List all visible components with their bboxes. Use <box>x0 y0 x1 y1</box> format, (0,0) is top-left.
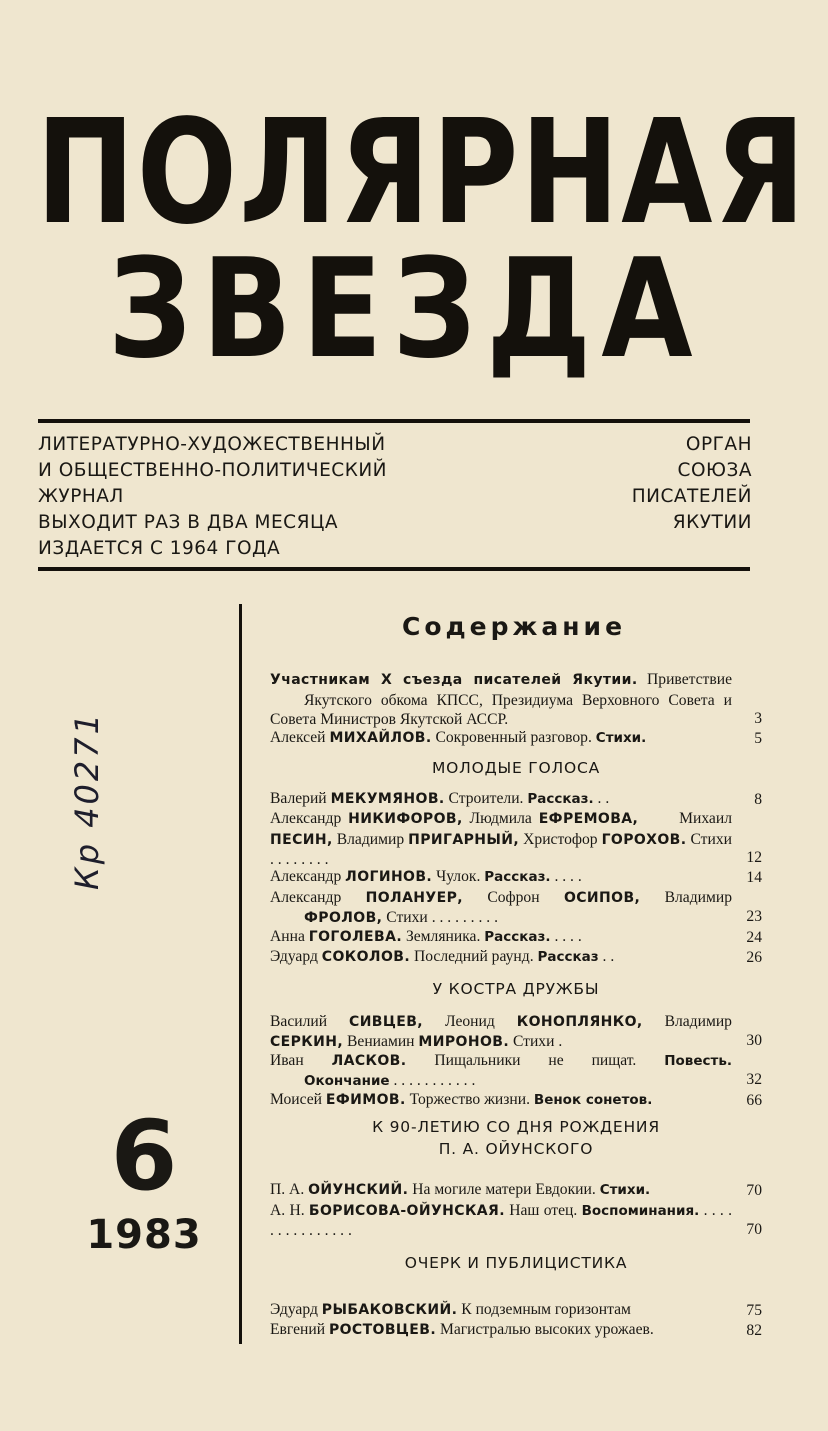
toc-page-number: 82 <box>746 1322 762 1339</box>
magazine-title-line2: ЗВЕЗДА <box>108 228 703 389</box>
section-heading: К 90-ЛЕТИЮ СО ДНЯ РОЖДЕНИЯ <box>372 1118 660 1136</box>
top-divider <box>38 419 750 423</box>
author-last-name: МИРОНОВ. <box>418 1034 510 1050</box>
magazine-title-line1: ПОЛЯРНАЯ <box>36 87 808 257</box>
leader-dots: . . <box>597 789 610 807</box>
author-first-name: Анна <box>270 927 305 945</box>
toc-title: К подземным горизонтам <box>461 1300 631 1318</box>
author-first-name: Моисей <box>270 1090 322 1108</box>
toc-genre: Венок сонетов. <box>533 1091 653 1108</box>
publisher-line: ОРГАН <box>685 434 752 455</box>
toc-entry <box>270 809 762 867</box>
author-last-name: ОЙУНСКИЙ. <box>308 1182 409 1198</box>
author-last-name: ЕФРЕМОВА, <box>538 811 639 827</box>
author-first-name: Василий <box>270 1012 328 1030</box>
toc-entry <box>270 670 762 728</box>
toc-page-number: 66 <box>746 1091 762 1109</box>
author-last-name: КОНОПЛЯНКО, <box>516 1013 643 1030</box>
author-first-name: Александр <box>270 810 342 827</box>
author-last-name: ПОЛАНУЕР, <box>365 889 463 906</box>
author-last-name: СОКОЛОВ. <box>321 949 411 965</box>
journal-description <box>38 432 387 562</box>
toc-entry <box>270 1180 762 1201</box>
toc-page-number: 70 <box>746 1221 762 1238</box>
publisher-description <box>632 432 752 536</box>
section-heading: У КОСТРА ДРУЖБЫ <box>432 979 600 998</box>
author-last-name: ПЕСИН, <box>270 831 333 848</box>
toc-entry <box>270 1090 762 1111</box>
author-first-name: Владимир <box>664 1012 732 1030</box>
toc-title: Торжество жизни. <box>409 1090 530 1108</box>
toc-entry <box>270 947 762 968</box>
author-last-name: МЕКУМЯНОВ. <box>330 790 445 807</box>
author-last-name: ЛОГИНОВ. <box>345 869 433 885</box>
issue-year: 1983 <box>86 1212 202 1258</box>
toc-entry <box>270 888 762 927</box>
description-line: ЖУРНАЛ <box>38 486 124 507</box>
author-first-name: Александр <box>270 888 342 906</box>
leader-dots: . . . . . . . . . <box>431 909 498 926</box>
author-last-name: ГОРОХОВ. <box>601 831 687 848</box>
toc-page-number: 8 <box>754 790 762 808</box>
author-last-name: РОСТОВЦЕВ. <box>328 1322 437 1338</box>
toc-title: Стихи <box>386 909 428 926</box>
toc-genre: Стихи. <box>595 730 647 746</box>
toc-page-number: 32 <box>746 1071 762 1088</box>
publisher-line: ПИСАТЕЛЕЙ <box>631 486 752 507</box>
toc-entry <box>270 867 762 888</box>
toc-page-number: 26 <box>746 949 762 966</box>
description-line: ВЫХОДИТ РАЗ В ДВА МЕСЯЦА <box>38 512 338 533</box>
contents-heading: Содержание <box>401 612 627 641</box>
leader-dots: . . . . <box>554 927 582 945</box>
toc-title: Приветствие <box>647 671 732 688</box>
leader-dots: . . . . . . . . . . . . . . . <box>270 1201 733 1239</box>
bottom-divider <box>38 567 750 571</box>
section-heading: П. А. ОЙУНСКОГО <box>438 1140 594 1158</box>
author-first-name: Софрон <box>487 888 540 906</box>
description-line: ЛИТЕРАТУРНО-ХУДОЖЕСТВЕННЫЙ <box>38 434 386 455</box>
author-last-name: ФРОЛОВ, <box>304 910 383 926</box>
toc-genre: Рассказ. <box>484 928 551 945</box>
author-first-name: Михаил <box>679 810 732 827</box>
publisher-line: СОЮЗА <box>677 460 752 481</box>
author-first-name: Людмила <box>469 810 532 827</box>
toc-entry <box>270 1201 762 1240</box>
description-line: ИЗДАЕТСЯ С 1964 ГОДА <box>38 538 281 559</box>
author-last-name: БОРИСОВА-ОЙУНСКАЯ. <box>308 1202 505 1219</box>
leader-dots: . . <box>602 948 615 965</box>
toc-page-number: 75 <box>746 1301 762 1319</box>
author-last-name: ГОГОЛЕВА. <box>308 928 403 945</box>
toc-title: Магистралью высоких урожаев. <box>439 1321 654 1338</box>
toc-page-number: 12 <box>746 848 762 866</box>
author-first-name: Владимир <box>336 830 405 848</box>
toc-entry <box>270 927 762 948</box>
author-last-name: НИКИФОРОВ, <box>348 811 463 827</box>
toc-page-number: 70 <box>746 1182 762 1199</box>
toc-page-number: 3 <box>754 709 762 727</box>
vertical-divider <box>239 604 242 1344</box>
toc-entry <box>270 1320 762 1341</box>
toc-entry <box>270 1051 762 1090</box>
publisher-line: ЯКУТИИ <box>672 512 752 533</box>
toc-genre: Повесть. <box>664 1052 732 1069</box>
leader-dots: . . . . . . . . . . . <box>393 1072 476 1089</box>
author-last-name: ОСИПОВ, <box>563 889 641 906</box>
author-first-name: Христофор <box>523 830 598 848</box>
toc-title: Земляника. <box>405 927 481 945</box>
section-heading: ОЧЕРК И ПУБЛИЦИСТИКА <box>404 1253 628 1272</box>
author-last-name: СИВЦЕВ, <box>349 1013 424 1030</box>
toc-genre: Рассказ <box>537 949 599 965</box>
toc-entry <box>270 1300 762 1321</box>
author-last-name: ПРИГАРНЫЙ, <box>408 831 520 848</box>
toc-page-number: 30 <box>746 1032 762 1049</box>
author-first-name: П. А. <box>270 1181 305 1198</box>
toc-genre: Окончание <box>304 1073 390 1089</box>
author-last-name: СЕРКИН, <box>270 1034 344 1050</box>
author-last-name: ЛАСКОВ. <box>331 1052 407 1069</box>
leader-dots: . . . . <box>554 868 582 885</box>
toc-title: Стихи <box>512 1033 555 1050</box>
author-first-name: А. Н. <box>270 1201 305 1219</box>
toc-entry <box>270 789 762 810</box>
toc-title: Якутского обкома КПСС, Президиума Верховного Совета и Совета Министров Якутской АССР. <box>270 691 732 728</box>
issue-number: 6 <box>110 1100 178 1212</box>
toc-genre: Рассказ. <box>484 869 551 885</box>
author-first-name: Александр <box>270 868 342 885</box>
toc-title: Строители. <box>448 789 524 807</box>
toc-title: Пищальники не пищат. <box>434 1051 637 1069</box>
toc-genre: Воспоминания. <box>581 1202 700 1219</box>
leader-dots: . . . . . . . . <box>270 851 329 868</box>
author-first-name: Вениамин <box>347 1033 415 1050</box>
toc-page-number: 14 <box>746 869 762 886</box>
author-first-name: Эдуард <box>270 948 318 965</box>
author-last-name: МИХАЙЛОВ. <box>329 730 432 746</box>
table-of-contents <box>270 670 762 1341</box>
toc-title: Стихи <box>690 830 732 848</box>
author-first-name: Леонид <box>444 1012 495 1030</box>
toc-entry <box>270 1012 762 1051</box>
toc-genre: Рассказ. <box>527 790 594 807</box>
toc-entry <box>270 728 762 749</box>
toc-title: Чулок. <box>436 868 481 885</box>
section-heading: МОЛОДЫЕ ГОЛОСА <box>431 758 601 777</box>
toc-genre: Стихи. <box>599 1182 651 1198</box>
author-first-name: Владимир <box>664 888 733 906</box>
toc-title: Сокровенный разговор. <box>435 729 592 746</box>
toc-page-number: 24 <box>746 928 762 946</box>
description-line: И ОБЩЕСТВЕННО-ПОЛИТИЧЕСКИЙ <box>38 460 388 481</box>
author-first-name: Эдуард <box>270 1300 318 1318</box>
toc-page-number: 23 <box>746 908 762 925</box>
author-last-name: ЕФИМОВ. <box>325 1091 406 1108</box>
leader-dots: . <box>558 1033 563 1050</box>
library-stamp: Кр 40271 <box>68 711 106 890</box>
toc-title: Последний раунд. <box>413 948 534 965</box>
toc-title: Участникам X съезда писателей Якутии. <box>270 672 638 688</box>
toc-title: Наш отец. <box>509 1201 578 1219</box>
toc-page-number: 5 <box>754 730 762 747</box>
author-first-name: Евгений <box>270 1321 326 1338</box>
toc-title: На могиле матери Евдокии. <box>412 1181 596 1198</box>
author-last-name: РЫБАКОВСКИЙ. <box>321 1301 458 1318</box>
author-first-name: Алексей <box>270 729 326 746</box>
author-first-name: Валерий <box>270 789 327 807</box>
author-first-name: Иван <box>270 1051 304 1069</box>
